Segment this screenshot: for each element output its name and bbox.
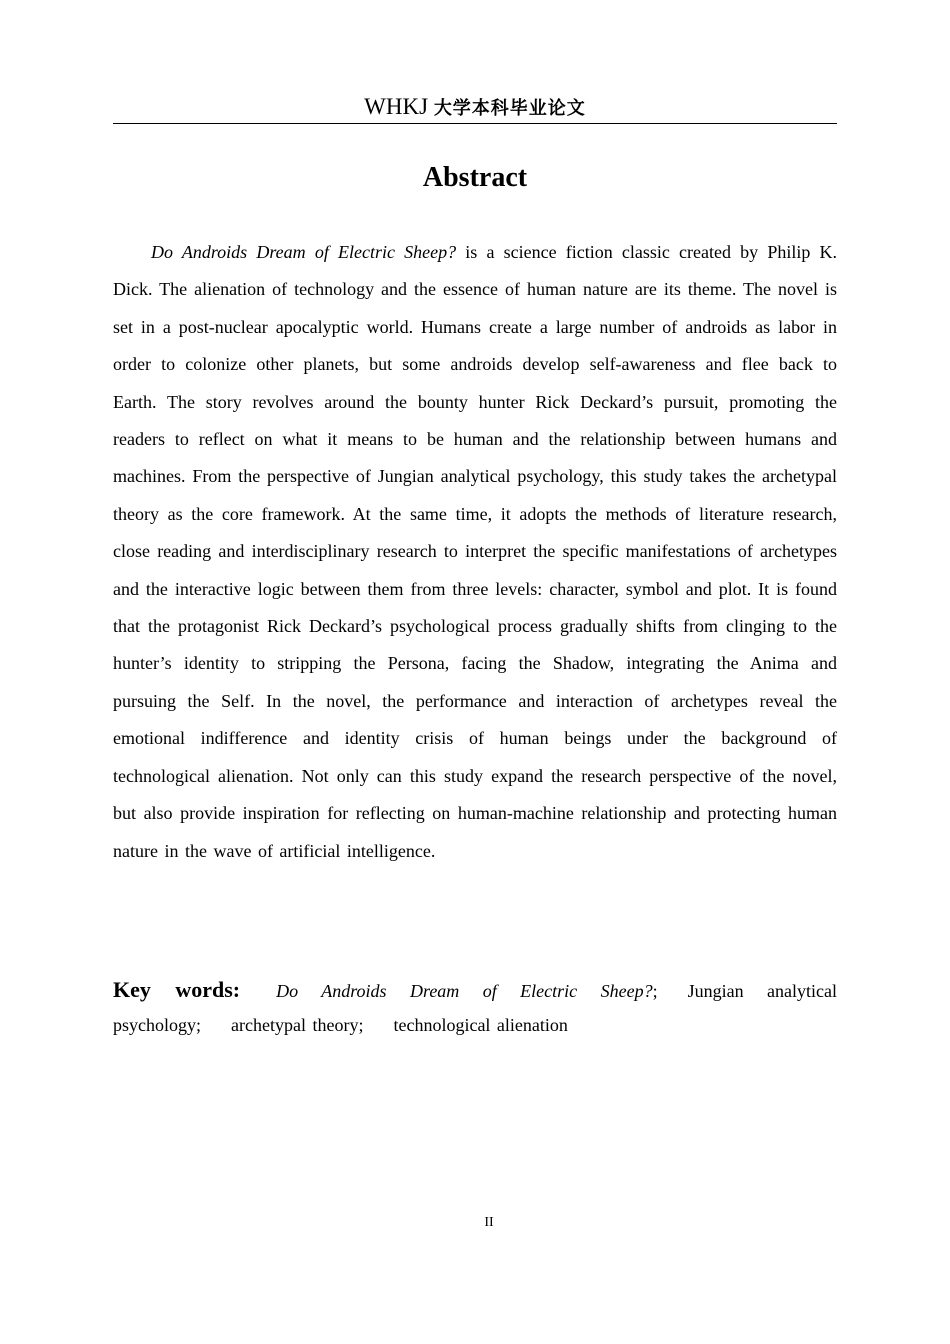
keyword-item: archetypal theory [231, 1015, 359, 1035]
abstract-book-title: Do Androids Dream of Electric Sheep? [151, 242, 457, 262]
keyword-separator: ; [358, 1015, 364, 1035]
header-title-chinese: 大学本科毕业论文 [433, 98, 586, 119]
abstract-body-text: is a science fiction classic created by Philip K. Dick. The alienation of technology and the essence of human nature are its theme. The novel is set in a post-nuclear apocalyptic world. Humans create a large number of androids as labor in order to colonize other planets, but some androids develop self-awareness and flee back to Earth. The story revolves around the bounty hunter Rick Deckard’s pursuit, promoting the readers to reflect on what it means to be human and the relationship between humans and machines. From the perspective of Jungian analytical psychology, this study takes the archetypal theory as the core framework. At the same time, it adopts the methods of literature research, close reading and interdisciplinary research to interpret the specific manifestations of archetypes and the interactive logic between them from three levels: character, symbol and plot. It is found that the protagonist Rick Deckard’s psychological process gradually shifts from clinging to the hunter’s identity to stripping the Persona, facing the Shadow, integrating the Anima and pursuing the Self. In the novel, the performance and interaction of archetypes reveal the emotional indifference and identity crisis of human beings under the background of technological alienation. Not only can this study expand the research perspective of the novel, but also provide inspiration for reflecting on human-machine relationship and protecting human nature in the wave of artificial intelligence. [113, 242, 838, 861]
page-number: II [484, 1215, 494, 1230]
keyword-item: Do Androids Dream of Electric Sheep? [276, 981, 653, 1001]
abstract-paragraph [113, 234, 837, 870]
abstract-heading: Abstract [422, 162, 528, 193]
keywords-paragraph [113, 973, 837, 1042]
running-header [113, 92, 837, 122]
header-title-latin: WHKJ [364, 94, 434, 119]
keywords-label: Key words: [113, 977, 241, 1002]
keyword-item: Jungian analytical psychology [113, 981, 837, 1035]
header-rule [113, 123, 837, 124]
keyword-separator: ; [652, 981, 658, 1001]
keyword-item: technological alienation [393, 1015, 568, 1035]
keyword-separator: ; [196, 1015, 202, 1035]
